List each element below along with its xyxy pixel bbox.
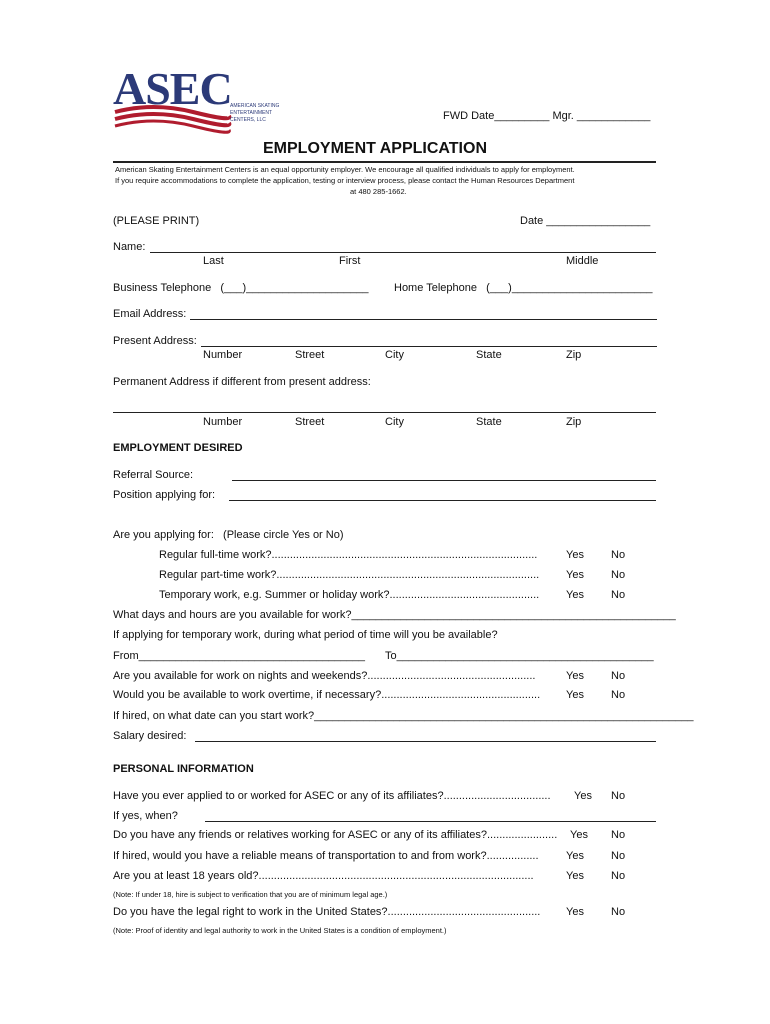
age-yes[interactable]: Yes (566, 870, 584, 882)
nights-no[interactable]: No (611, 670, 626, 682)
age-question: Are you at least 18 years old?.......................................................................................... (113, 870, 534, 882)
permanent-city-label: City (385, 416, 404, 428)
if-yes-when-input[interactable] (205, 821, 656, 822)
friends-yes[interactable]: Yes (570, 829, 588, 841)
full-time-no[interactable]: No (611, 549, 626, 561)
temporary-no[interactable]: No (611, 589, 626, 601)
permanent-number-label: Number (203, 416, 243, 428)
part-time-question: Regular part-time work?...................................................................................... (159, 569, 540, 581)
overtime-no[interactable]: No (611, 689, 626, 701)
present-state-label: State (476, 349, 502, 361)
start-date-field[interactable]: If hired, on what date can you start work?______________________________________________________________ (113, 710, 694, 722)
salary-input[interactable] (195, 741, 656, 742)
email-input[interactable] (190, 319, 657, 320)
temporary-question: Temporary work, e.g. Summer or holiday work?................................................. (159, 589, 540, 601)
logo-line2: ENTERTAINMENT (230, 110, 273, 116)
intro-line1: American Skating Entertainment Centers is an equal opportunity employer. We encourage all qualified individuals to apply for employment. (115, 165, 575, 174)
title-rule (113, 161, 656, 163)
name-label: Name: (113, 241, 146, 253)
friends-no[interactable]: No (611, 829, 626, 841)
transport-yes[interactable]: Yes (566, 850, 584, 862)
logo-brand: ASEC (113, 63, 232, 114)
name-input[interactable] (150, 252, 656, 253)
permanent-state-label: State (476, 416, 502, 428)
intro-line2: If you require accommodations to complete the application, testing or interview process, please contact the Human Resources Department (115, 176, 575, 185)
fwd-date-mgr: FWD Date_________ Mgr. ____________ (443, 110, 651, 122)
salary-label: Salary desired: (113, 730, 187, 742)
part-time-no[interactable]: No (611, 569, 626, 581)
present-number-label: Number (203, 349, 243, 361)
friends-question: Do you have any friends or relatives working for ASEC or any of its affiliates?....................... (113, 829, 558, 841)
to-field[interactable]: To__________________________________________ (385, 650, 654, 662)
logo-line3: CENTERS, LLC (230, 117, 266, 123)
from-field[interactable]: From_____________________________________ (113, 650, 366, 662)
position-input[interactable] (229, 500, 656, 501)
page-title: EMPLOYMENT APPLICATION (263, 140, 487, 157)
transport-no[interactable]: No (611, 850, 626, 862)
overtime-yes[interactable]: Yes (566, 689, 584, 701)
days-hours-field[interactable]: What days and hours are you available for work?_____________________________________________________ (113, 609, 676, 621)
overtime-question: Would you be available to work overtime, if necessary?.................................................... (113, 689, 541, 701)
applied-before-no[interactable]: No (611, 790, 626, 802)
present-address-label: Present Address: (113, 335, 197, 347)
permanent-address-label: Permanent Address if different from present address: (113, 376, 371, 388)
name-middle-label: Middle (566, 255, 599, 267)
personal-info-heading: PERSONAL INFORMATION (113, 763, 254, 775)
present-zip-label: Zip (566, 349, 582, 361)
transport-question: If hired, would you have a reliable means of transportation to and from work?................. (113, 850, 539, 862)
nights-yes[interactable]: Yes (566, 670, 584, 682)
age-note: (Note: If under 18, hire is subject to verification that you are of minimum legal age.) (113, 890, 388, 899)
date-field[interactable]: Date _________________ (520, 215, 651, 227)
legal-note: (Note: Proof of identity and legal authority to work in the United States is a condition of employment.) (113, 926, 447, 935)
email-label: Email Address: (113, 308, 187, 320)
legal-yes[interactable]: Yes (566, 906, 584, 918)
applying-for-label: Are you applying for: (Please circle Yes or No) (113, 529, 344, 541)
referral-source-input[interactable] (232, 480, 656, 481)
temp-period-question: If applying for temporary work, during what period of time will you be available? (113, 629, 498, 641)
full-time-yes[interactable]: Yes (566, 549, 584, 561)
permanent-street-label: Street (295, 416, 325, 428)
business-telephone[interactable]: Business Telephone (___)____________________ (113, 282, 369, 294)
position-label: Position applying for: (113, 489, 216, 501)
present-address-input[interactable] (201, 346, 657, 347)
present-city-label: City (385, 349, 404, 361)
please-print: (PLEASE PRINT) (113, 215, 200, 227)
employment-desired-heading: EMPLOYMENT DESIRED (113, 442, 243, 454)
age-no[interactable]: No (611, 870, 626, 882)
asec-logo (113, 63, 293, 136)
present-street-label: Street (295, 349, 325, 361)
temporary-yes[interactable]: Yes (566, 589, 584, 601)
name-first-label: First (339, 255, 361, 267)
referral-source-label: Referral Source: (113, 469, 194, 481)
permanent-address-input[interactable] (113, 412, 656, 413)
full-time-question: Regular full-time work?....................................................................................... (159, 549, 538, 561)
applied-before-question: Have you ever applied to or worked for ASEC or any of its affiliates?................................... (113, 790, 551, 802)
nights-question: Are you available for work on nights and weekends?....................................................... (113, 670, 536, 682)
name-last-label: Last (203, 255, 224, 267)
intro-line3: at 480 285-1662. (350, 187, 407, 196)
legal-question: Do you have the legal right to work in the United States?.................................................. (113, 906, 541, 918)
applied-before-yes[interactable]: Yes (574, 790, 592, 802)
permanent-zip-label: Zip (566, 416, 582, 428)
legal-no[interactable]: No (611, 906, 626, 918)
part-time-yes[interactable]: Yes (566, 569, 584, 581)
logo-line1: AMERICAN SKATING (230, 103, 280, 109)
if-yes-when-label: If yes, when? (113, 810, 178, 822)
home-telephone[interactable]: Home Telephone (___)_______________________ (394, 282, 653, 294)
